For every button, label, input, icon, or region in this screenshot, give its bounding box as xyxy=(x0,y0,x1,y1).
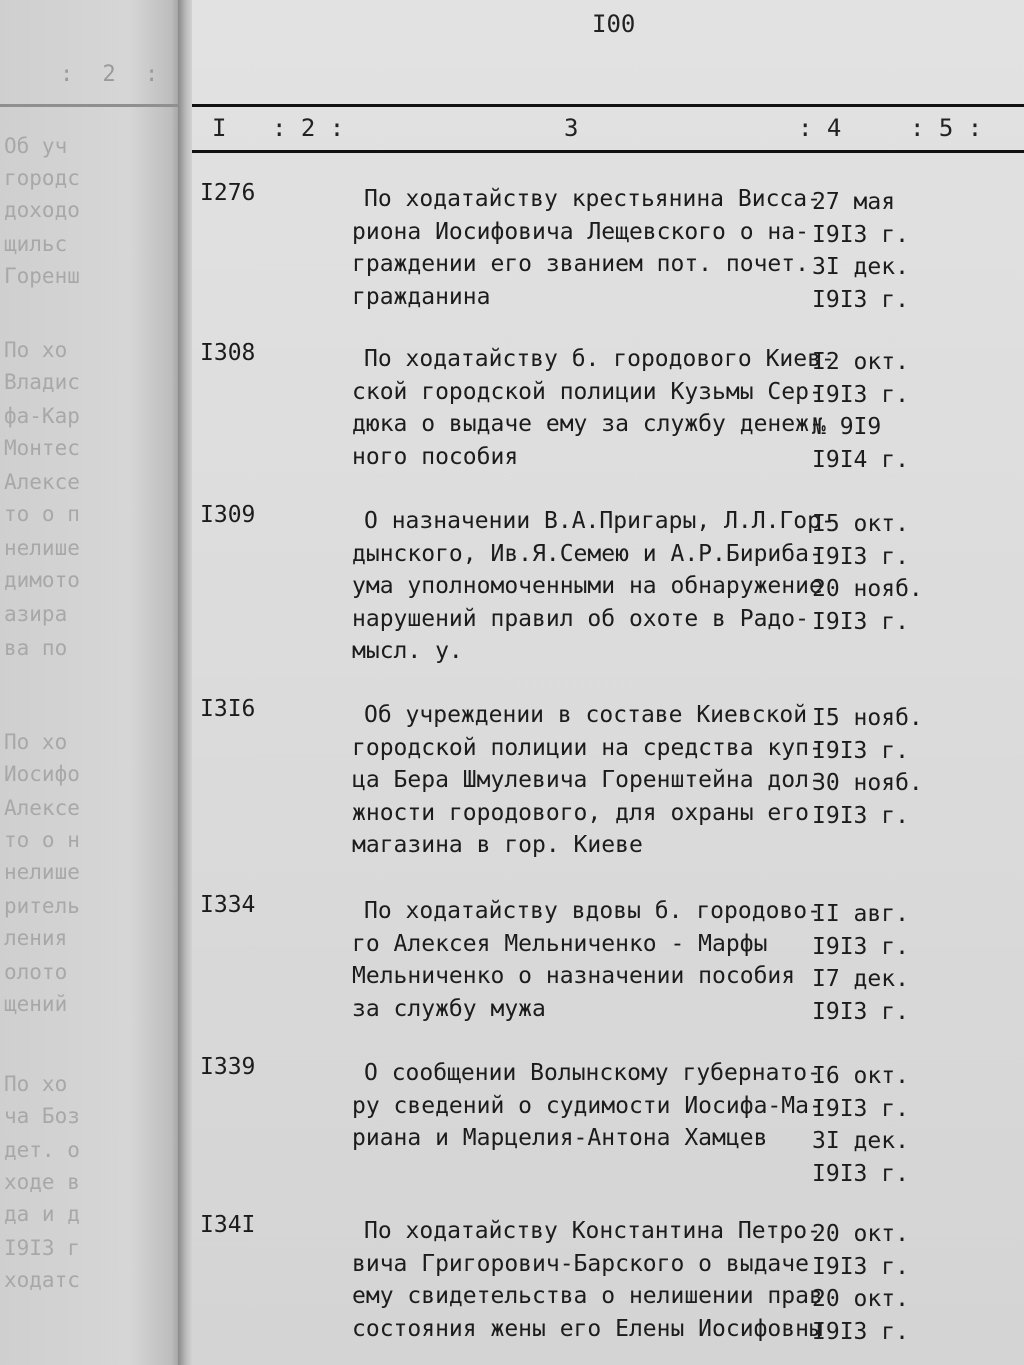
entry-number: I334 xyxy=(200,892,256,918)
entry-date-line: I9I3 г. xyxy=(812,1095,909,1122)
left-page-text-fragment: щильс xyxy=(4,232,68,256)
left-page-column-header: : 2 : xyxy=(60,62,167,87)
page-number: I00 xyxy=(592,10,636,38)
book-spine-shadow xyxy=(178,0,192,1365)
entry-date-line: 30 нояб. xyxy=(812,770,923,796)
entry-description-line: за службу мужа xyxy=(352,995,546,1022)
entry-description-line: риана и Марцелия-Антона Хамцев xyxy=(352,1125,768,1151)
entry-description xyxy=(352,1057,823,1155)
entry-description-line: вича Григорович-Барского о выдаче xyxy=(352,1250,809,1277)
left-page-text-fragment: городс xyxy=(4,166,80,190)
entry-date-line: I9I4 г. xyxy=(812,446,909,473)
left-page-text-fragment: Алексе xyxy=(4,796,80,820)
entry-description-line: мысл. у. xyxy=(352,638,463,664)
entry-dates xyxy=(812,346,909,476)
entry-description-line: ного пособия xyxy=(352,443,519,470)
entry-description-line: ца Бера Шмулевича Горенштейна дол- xyxy=(352,767,823,793)
entry-description-line: магазина в гор. Киеве xyxy=(352,832,643,858)
entry-dates xyxy=(812,186,909,316)
entry-number: I3I6 xyxy=(200,696,256,722)
entry-description-line: По ходатайству б. городового Киев- xyxy=(364,346,835,372)
entry-date-line: I9I3 г. xyxy=(812,802,909,829)
facing-page-left xyxy=(0,0,186,1365)
entry-date-line: II авг. xyxy=(812,901,909,927)
left-page-text-fragment: Монтес xyxy=(4,436,80,460)
left-page-rule xyxy=(0,104,180,107)
entry-date-line: I6 окт. xyxy=(812,1063,909,1089)
document-page xyxy=(192,0,1024,1365)
entry-date-line: № 9I9 xyxy=(812,414,882,440)
column-header-1: I xyxy=(212,114,227,142)
entry-description xyxy=(352,183,821,313)
column-header-2: : 2 : xyxy=(272,114,345,142)
entry-description-line: го Алексея Мельниченко - Марфы xyxy=(352,930,768,957)
entry-date-line: I9I3 г. xyxy=(812,933,909,960)
left-page-text-fragment: то о п xyxy=(4,502,80,526)
entry-description-line: Об учреждении в составе Киевской xyxy=(364,702,808,728)
left-page-text-fragment: Горенш xyxy=(4,264,80,288)
entry-date-line: I9I3 г. xyxy=(812,1160,909,1187)
left-page-text-fragment: щений xyxy=(4,992,68,1016)
entry-date-line: I9I3 г. xyxy=(812,286,909,313)
entry-number: I276 xyxy=(200,180,256,206)
entry-date-line: 20 нояб. xyxy=(812,576,923,602)
entry-description-line: ской городской полиции Кузьмы Сер- xyxy=(352,378,823,405)
entry-dates xyxy=(812,1060,909,1190)
left-page-text-fragment: По хо xyxy=(4,1072,68,1096)
entry-date-line: 3I дек. xyxy=(812,254,909,280)
table-header-top-rule xyxy=(192,104,1024,107)
entry-date-line: I5 нояб. xyxy=(812,705,923,731)
entry-description-line: По ходатайству вдовы б. городово- xyxy=(364,898,821,924)
left-page-text-fragment: I9I3 г xyxy=(4,1236,80,1260)
entry-description xyxy=(352,895,821,1025)
column-header-3: 3 xyxy=(564,114,579,142)
entry-date-line: I9I3 г. xyxy=(812,1253,909,1280)
entry-description-line: дюка о выдаче ему за службу денеж- xyxy=(352,411,823,437)
entry-description-line: гражданина xyxy=(352,283,491,310)
entry-description-line: состояния жены его Елены Иосифовны xyxy=(352,1315,823,1342)
left-page-text-fragment: ходе в xyxy=(4,1170,80,1194)
entry-date-line: I9I3 г. xyxy=(812,1318,909,1345)
entry-description xyxy=(352,343,835,473)
left-page-text-fragment: нелише xyxy=(4,860,80,884)
left-page-text-fragment: димото xyxy=(4,568,80,592)
entry-description-line: риона Иосифовича Лещевского о на- xyxy=(352,218,809,245)
left-page-text-fragment: ча Боз xyxy=(4,1104,80,1128)
entry-description-line: ему свидетельства о нелишении прав xyxy=(352,1283,823,1309)
left-page-text-fragment: азира xyxy=(4,602,68,626)
left-page-text-fragment: Об уч xyxy=(4,134,68,158)
left-page-text-fragment: ходатс xyxy=(4,1268,80,1292)
entry-description-line: нарушений правил об охоте в Радо- xyxy=(352,605,809,632)
entry-description-line: ру сведений о судимости Иосифа-Ма- xyxy=(352,1092,823,1119)
left-page-text-fragment: нелише xyxy=(4,536,80,560)
entry-description-line: По ходатайству крестьянина Висса- xyxy=(364,186,821,212)
entry-dates xyxy=(812,1218,909,1348)
entry-description-line: По ходатайству Константина Петро- xyxy=(364,1218,821,1244)
left-page-text-fragment: По хо xyxy=(4,338,68,362)
column-header-5: : 5 : xyxy=(910,114,983,142)
left-page-text-fragment: да и д xyxy=(4,1202,80,1226)
left-page-text-fragment: ва по xyxy=(4,636,68,660)
left-page-text-fragment: доходо xyxy=(4,198,80,222)
left-page-text-fragment: По хо xyxy=(4,730,68,754)
entry-description-line: граждении его званием пот. почет. xyxy=(352,251,809,277)
left-page-text-fragment: ритель xyxy=(4,894,80,918)
entry-description-line: Мельниченко о назначении пособия xyxy=(352,963,796,989)
entry-date-line: I9I3 г. xyxy=(812,998,909,1025)
entry-date-line: I9I3 г. xyxy=(812,543,909,570)
entry-dates xyxy=(812,508,923,638)
column-header-4: : 4 xyxy=(798,114,842,142)
left-page-text-fragment: Алексе xyxy=(4,470,80,494)
left-page-text-fragment: Иосифо xyxy=(4,762,80,786)
entry-date-line: I5 окт. xyxy=(812,511,909,537)
entry-number: I309 xyxy=(200,502,256,528)
left-page-text-fragment: фа-Кар xyxy=(4,404,80,428)
entry-date-line: I7 дек. xyxy=(812,966,909,992)
entry-description-line: О назначении В.А.Пригары, Л.Л.Гор- xyxy=(364,508,835,534)
entry-date-line: I2 окт. xyxy=(812,349,909,375)
entry-description-line: городской полиции на средства куп- xyxy=(352,734,823,761)
left-page-text-fragment: дет. о xyxy=(4,1138,80,1162)
entry-dates xyxy=(812,702,923,832)
entry-number: I339 xyxy=(200,1054,256,1080)
entry-date-line: I9I3 г. xyxy=(812,737,909,764)
entry-date-line: 3I дек. xyxy=(812,1128,909,1154)
entry-date-line: I9I3 г. xyxy=(812,221,909,248)
entry-description-line: ума уполномоченными на обнаружение xyxy=(352,573,823,599)
entry-date-line: I9I3 г. xyxy=(812,608,909,635)
left-page-text-fragment: Владис xyxy=(4,370,80,394)
entry-date-line: 27 мая xyxy=(812,189,896,215)
entry-description xyxy=(352,699,823,862)
entry-dates xyxy=(812,898,909,1028)
left-page-text-fragment: то о н xyxy=(4,828,80,852)
left-page-text-fragment: ления xyxy=(4,926,68,950)
entry-number: I34I xyxy=(200,1212,256,1238)
entry-date-line: 20 окт. xyxy=(812,1221,909,1247)
entry-number: I308 xyxy=(200,340,256,366)
left-page-text-fragment: олото xyxy=(4,960,68,984)
entry-description-line: О сообщении Волынскому губернато- xyxy=(364,1060,821,1086)
entry-description-line: дынского, Ив.Я.Семею и А.Р.Бириба- xyxy=(352,540,823,567)
table-header-bottom-rule xyxy=(192,150,1024,153)
entry-date-line: I9I3 г. xyxy=(812,381,909,408)
entry-description-line: жности городового, для охраны его xyxy=(352,799,809,826)
entry-date-line: 20 окт. xyxy=(812,1286,909,1312)
entry-description xyxy=(352,1215,823,1345)
entry-description xyxy=(352,505,835,668)
